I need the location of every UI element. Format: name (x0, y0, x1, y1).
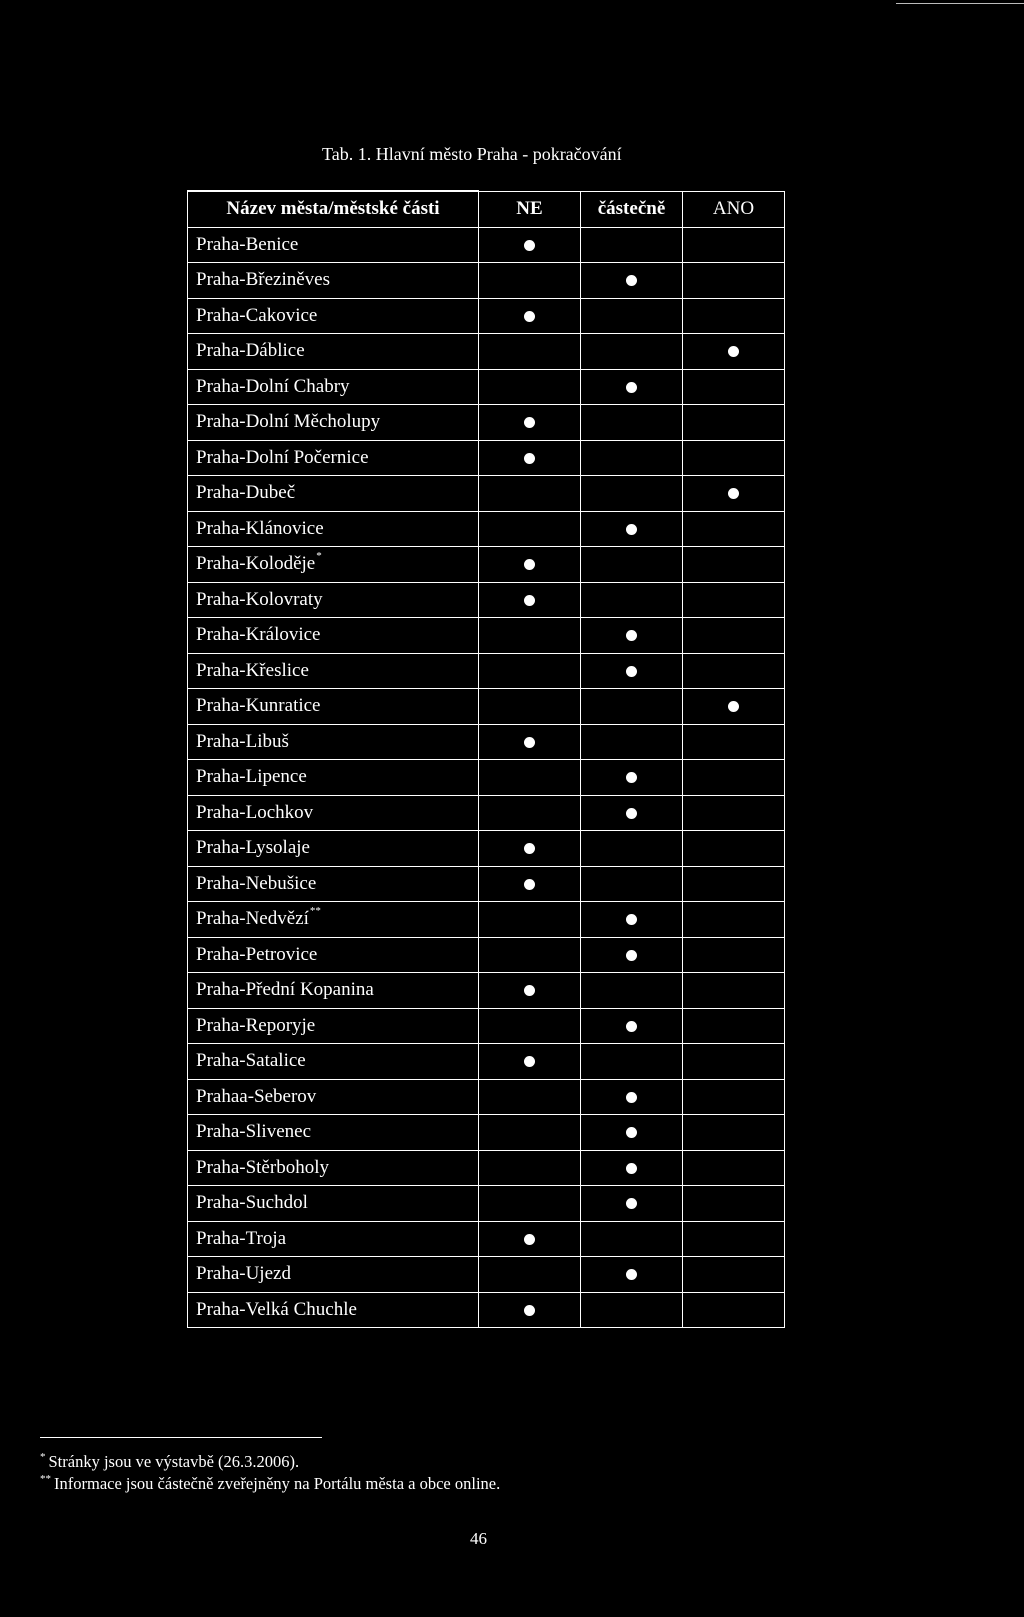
cell-ne (479, 866, 581, 902)
table-row (188, 263, 785, 299)
municipality-name: Praha-Ujezd (196, 1263, 291, 1285)
cell-ano (683, 1221, 785, 1257)
municipality-name-cell (188, 369, 479, 405)
table-row (188, 1292, 785, 1328)
cell-castecne (581, 440, 683, 476)
cell-ne (479, 760, 581, 796)
municipality-name-cell (188, 618, 479, 654)
municipality-name-cell (188, 1257, 479, 1293)
cell-ne (479, 689, 581, 725)
municipality-name: Praha-Slivenec (196, 1121, 312, 1143)
cell-ano (683, 1292, 785, 1328)
bullet-icon (524, 843, 535, 854)
cell-ano (683, 866, 785, 902)
table-row (188, 334, 785, 370)
cell-ne (479, 298, 581, 334)
municipality-name: Praha-Satalice (196, 1050, 306, 1072)
table-row (188, 902, 785, 938)
cell-ne (479, 405, 581, 441)
municipality-name-cell (188, 1292, 479, 1328)
bullet-icon (626, 1198, 637, 1209)
cell-castecne (581, 618, 683, 654)
cell-ano (683, 547, 785, 583)
cell-ne (479, 1115, 581, 1151)
header-castecne: částečně (581, 191, 683, 227)
bullet-icon (728, 701, 739, 712)
cell-castecne (581, 298, 683, 334)
bullet-icon (626, 808, 637, 819)
cell-castecne (581, 973, 683, 1009)
cell-ano (683, 1186, 785, 1222)
cell-ne (479, 795, 581, 831)
municipality-name-cell (188, 831, 479, 867)
cell-ne (479, 831, 581, 867)
bullet-icon (524, 559, 535, 570)
table-row (188, 1115, 785, 1151)
table-body (188, 227, 785, 1328)
cell-ano (683, 1150, 785, 1186)
cell-ne (479, 902, 581, 938)
bullet-icon (728, 346, 739, 357)
cell-ne (479, 263, 581, 299)
cell-ne (479, 1079, 581, 1115)
municipality-name: Praha-Suchdol (196, 1192, 308, 1214)
table-row (188, 298, 785, 334)
municipality-name: Praha-Dáblice (196, 340, 305, 362)
municipality-name-cell (188, 1008, 479, 1044)
cell-ne (479, 1008, 581, 1044)
bullet-icon (626, 630, 637, 641)
bullet-icon (524, 240, 535, 251)
cell-castecne (581, 760, 683, 796)
cell-castecne (581, 937, 683, 973)
table-row (188, 795, 785, 831)
municipality-name: Praha-Březiněves (196, 269, 330, 291)
municipality-name-cell (188, 760, 479, 796)
bullet-icon (524, 595, 535, 606)
bullet-icon (626, 950, 637, 961)
table-row (188, 1257, 785, 1293)
municipality-name-cell (188, 1044, 479, 1080)
municipality-name-cell (188, 440, 479, 476)
bullet-icon (626, 772, 637, 783)
table-row (188, 724, 785, 760)
bullet-icon (626, 1269, 637, 1280)
footnote-separator (40, 1437, 322, 1438)
cell-castecne (581, 476, 683, 512)
municipality-name: Praha-Dolní Počernice (196, 446, 369, 468)
municipality-name-cell (188, 902, 479, 938)
municipality-name-cell (188, 511, 479, 547)
cell-ano (683, 724, 785, 760)
cell-castecne (581, 405, 683, 441)
cell-ne (479, 1150, 581, 1186)
table-caption: Tab. 1. Hlavní město Praha - pokračování (322, 144, 622, 164)
table-row (188, 831, 785, 867)
municipality-name-cell (188, 866, 479, 902)
municipality-name: Praha-Nedvězí (196, 908, 309, 930)
bullet-icon (626, 1021, 637, 1032)
bullet-icon (524, 1234, 535, 1245)
top-edge-rule (896, 3, 1024, 4)
table-row (188, 405, 785, 441)
bullet-icon (626, 1163, 637, 1174)
municipality-name: Praha-Dolní Měcholupy (196, 411, 381, 433)
cell-ano (683, 582, 785, 618)
municipality-name-cell (188, 795, 479, 831)
table-row (188, 937, 785, 973)
footnote-marker: ** (309, 905, 321, 918)
municipality-name: Praha-Libuš (196, 730, 289, 752)
municipality-name-cell (188, 547, 479, 583)
header-ne: NE (479, 191, 581, 227)
cell-castecne (581, 689, 683, 725)
municipality-name-cell (188, 1221, 479, 1257)
municipality-table (187, 190, 785, 1328)
bullet-icon (626, 382, 637, 393)
bullet-icon (626, 524, 637, 535)
table-row (188, 547, 785, 583)
cell-castecne (581, 511, 683, 547)
bullet-icon (626, 666, 637, 677)
cell-castecne (581, 1292, 683, 1328)
cell-castecne (581, 1186, 683, 1222)
cell-castecne (581, 582, 683, 618)
cell-ne (479, 618, 581, 654)
cell-ne (479, 724, 581, 760)
cell-castecne (581, 334, 683, 370)
cell-ano (683, 760, 785, 796)
table-row (188, 689, 785, 725)
cell-castecne (581, 1079, 683, 1115)
table-row (188, 973, 785, 1009)
cell-castecne (581, 547, 683, 583)
cell-castecne (581, 653, 683, 689)
bullet-icon (524, 453, 535, 464)
municipality-name: Praha-Stěrboholy (196, 1156, 329, 1178)
cell-ano (683, 1008, 785, 1044)
header-ano: ANO (683, 191, 785, 227)
cell-ne (479, 511, 581, 547)
cell-ne (479, 1044, 581, 1080)
footnote-1-text: Stránky jsou ve výstavbě (26.3.2006). (48, 1452, 300, 1471)
municipality-name-cell (188, 1186, 479, 1222)
cell-castecne (581, 902, 683, 938)
footnote-1-mark: * (40, 1451, 46, 1463)
municipality-name: Praha-Královice (196, 624, 321, 646)
cell-ne (479, 973, 581, 1009)
table-row (188, 760, 785, 796)
municipality-name: Praha-Přední Kopanina (196, 979, 374, 1001)
municipality-name: Praha-Lysolaje (196, 837, 310, 859)
municipality-name: Praha-Nebušice (196, 872, 317, 894)
bullet-icon (524, 417, 535, 428)
cell-ano (683, 263, 785, 299)
table-row (188, 1186, 785, 1222)
municipality-name-cell (188, 973, 479, 1009)
municipality-name-cell (188, 334, 479, 370)
cell-ne (479, 937, 581, 973)
bullet-icon (524, 311, 535, 322)
cell-ano (683, 902, 785, 938)
cell-ano (683, 1115, 785, 1151)
bullet-icon (626, 1092, 637, 1103)
cell-ne (479, 1257, 581, 1293)
cell-ano (683, 1044, 785, 1080)
municipality-name: Praha-Koloděje (196, 553, 316, 575)
cell-castecne (581, 1044, 683, 1080)
cell-ano (683, 298, 785, 334)
table-row (188, 440, 785, 476)
municipality-name-cell (188, 689, 479, 725)
table-row (188, 1079, 785, 1115)
municipality-name-cell (188, 405, 479, 441)
footnote-2 (40, 1474, 500, 1494)
municipality-name-cell (188, 653, 479, 689)
municipality-name-cell (188, 476, 479, 512)
cell-ano (683, 1257, 785, 1293)
cell-castecne (581, 795, 683, 831)
cell-castecne (581, 724, 683, 760)
table-row (188, 582, 785, 618)
cell-ano (683, 227, 785, 263)
cell-castecne (581, 1221, 683, 1257)
bullet-icon (524, 879, 535, 890)
bullet-icon (626, 275, 637, 286)
cell-castecne (581, 369, 683, 405)
footnote-2-mark: ** (40, 1473, 51, 1485)
cell-ano (683, 511, 785, 547)
cell-ne (479, 476, 581, 512)
cell-ne (479, 227, 581, 263)
municipality-name-cell (188, 227, 479, 263)
cell-castecne (581, 831, 683, 867)
cell-ano (683, 1079, 785, 1115)
footnote-1 (40, 1452, 299, 1472)
table-row (188, 369, 785, 405)
municipality-name: Praha-Troja (196, 1227, 287, 1249)
cell-ano (683, 973, 785, 1009)
cell-ano (683, 476, 785, 512)
municipality-name: Praha-Lochkov (196, 801, 314, 823)
municipality-name-cell (188, 1115, 479, 1151)
municipality-name: Praha-Velká Chuchle (196, 1298, 357, 1320)
municipality-name: Praha-Kolovraty (196, 588, 323, 610)
cell-castecne (581, 866, 683, 902)
bullet-icon (524, 1056, 535, 1067)
municipality-name: Praha-Benice (196, 233, 299, 255)
cell-castecne (581, 263, 683, 299)
cell-ne (479, 1186, 581, 1222)
bullet-icon (524, 1305, 535, 1316)
table-row (188, 227, 785, 263)
bullet-icon (728, 488, 739, 499)
municipality-name: Praha-Kunratice (196, 695, 321, 717)
header-name: Název města/městské části (188, 191, 479, 227)
municipality-name: Praha-Klánovice (196, 517, 324, 539)
municipality-name-cell (188, 1079, 479, 1115)
table-row (188, 866, 785, 902)
cell-ano (683, 618, 785, 654)
footnote-marker: * (316, 550, 322, 563)
municipality-name-cell (188, 724, 479, 760)
cell-ne (479, 334, 581, 370)
table-row (188, 653, 785, 689)
cell-ano (683, 831, 785, 867)
cell-ano (683, 440, 785, 476)
table-row (188, 1221, 785, 1257)
cell-castecne (581, 227, 683, 263)
municipality-name: Praha-Křeslice (196, 659, 309, 681)
cell-ano (683, 405, 785, 441)
municipality-name: Praha-Dubeč (196, 482, 296, 504)
cell-castecne (581, 1115, 683, 1151)
bullet-icon (524, 737, 535, 748)
municipality-name: Praha-Reporyje (196, 1014, 316, 1036)
table-row (188, 476, 785, 512)
cell-ne (479, 1221, 581, 1257)
cell-ne (479, 653, 581, 689)
table-row (188, 1008, 785, 1044)
bullet-icon (626, 914, 637, 925)
cell-castecne (581, 1257, 683, 1293)
footnote-2-text: Informace jsou částečně zveřejněny na Portálu města a obce online. (54, 1474, 501, 1493)
bullet-icon (626, 1127, 637, 1138)
table-header-row (188, 191, 785, 227)
cell-ano (683, 795, 785, 831)
municipality-name-cell (188, 298, 479, 334)
municipality-name: Praha-Dolní Chabry (196, 375, 350, 397)
municipality-name-cell (188, 263, 479, 299)
municipality-name: Praha-Petrovice (196, 943, 318, 965)
municipality-name: Praha-Lipence (196, 766, 307, 788)
table-row (188, 1150, 785, 1186)
page-number: 46 (470, 1529, 487, 1548)
municipality-name-cell (188, 1150, 479, 1186)
cell-ano (683, 937, 785, 973)
bullet-icon (524, 985, 535, 996)
cell-ano (683, 334, 785, 370)
municipality-name-cell (188, 937, 479, 973)
cell-castecne (581, 1150, 683, 1186)
municipality-name: Prahaa-Seberov (196, 1085, 317, 1107)
cell-ne (479, 440, 581, 476)
cell-ne (479, 369, 581, 405)
table-row (188, 511, 785, 547)
cell-castecne (581, 1008, 683, 1044)
cell-ano (683, 689, 785, 725)
cell-ano (683, 653, 785, 689)
cell-ne (479, 582, 581, 618)
municipality-name: Praha-Cakovice (196, 304, 318, 326)
cell-ano (683, 369, 785, 405)
municipality-name-cell (188, 582, 479, 618)
table-row (188, 618, 785, 654)
cell-ne (479, 547, 581, 583)
table-row (188, 1044, 785, 1080)
cell-ne (479, 1292, 581, 1328)
